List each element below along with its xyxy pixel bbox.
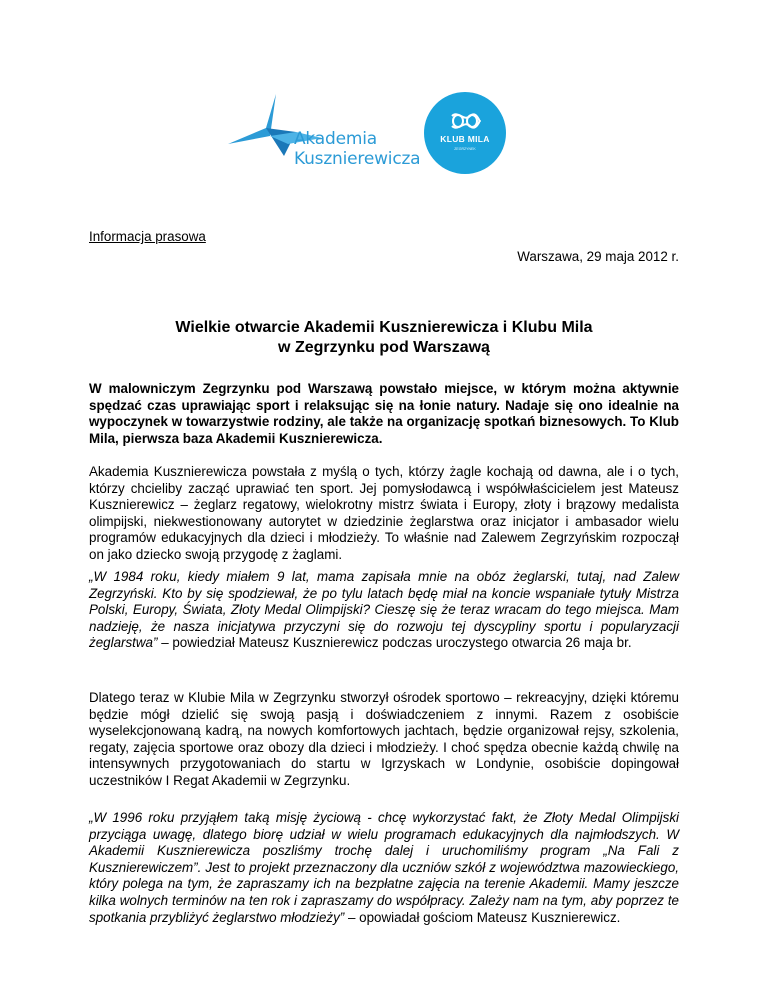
klub-mila-logo-text: KLUB MILA — [440, 134, 490, 144]
title-line1: Wielkie otwarcie Akademii Kusznierewicza i Klubu Mila — [175, 319, 593, 336]
klub-mila-logo-subtext: ZEGRZYNEK — [454, 147, 476, 151]
paragraph-2 — [89, 569, 679, 652]
title-line2: w Zegrzynku pod Warszawą — [278, 338, 490, 356]
paragraph-2-attribution: – powiedział Mateusz Kusznierewicz podczas uroczystego otwarcia 26 maja br. — [157, 635, 632, 651]
akademia-logo-text — [294, 129, 420, 169]
paragraph-1: Akademia Kusznierewicza powstała z myślą o tych, którzy żagle kochają od dawna, ale i o tych, którzy chcieliby zacząć uprawiać ten sport. Jej pomysłodawcą i współwłaścicielem jest Mateusz Kusznierewicz – żeglarz regatowy, wielokrotny mistrz świata i Europy, złoty i brązowy medalista olimpijski, niekwestionowany autorytet w dziedzinie żeglarstwa oraz inicjator i ambasador wielu programów edukacyjnych dla dzieci i młodzieży. To właśnie nad Zalewem Zegrzyńskim rozpoczął on jako dziecko swoją przygodę z żaglami. — [89, 464, 679, 562]
klub-mila-logo — [424, 92, 506, 174]
quote-1996: „W 1996 roku przyjąłem taką misję życiową - chcę wykorzystać fakt, że Złoty Medal Olimpijski przyciąga uwagę, dlatego biorę udział w wielu programach edukacyjnych dla najmłodszych. W Akademii Kusznierewicza poszliśmy trochę dalej i uruchomiliśmy program „Na Fali z Kusznierewiczem”. Jest to projekt przeznaczony dla uczniów szkół z województwa mazowieckiego, który polega na tym, że zapraszamy ich na bezpłatne zajęcia na terenie Akademii. Mamy jeszcze kilka wolnych terminów na ten rok i zapraszamy do współpracy. Zależy nam na tym, aby poprzez te spotkania przybliżyć żeglarstwo młodzieży” — [89, 810, 679, 925]
akademia-logo-line1: Akademia — [294, 129, 377, 149]
page-title — [89, 318, 679, 357]
press-release-label: Informacja prasowa — [89, 229, 206, 244]
knot-icon — [424, 92, 506, 174]
lead-paragraph: W malowniczym Zegrzynku pod Warszawą powstało miejsce, w którym można aktywnie spędzać czas uprawiając sport i relaksując się na łonie natury. Nadaje się ono idealnie na wypoczynek w towarzystwie rodziny, ale także na organizację spotkań biznesowych. To Klub Mila, pierwsza baza Akademii Kusznierewicza. — [89, 381, 679, 446]
document-date: Warszawa, 29 maja 2012 r. — [517, 249, 679, 264]
akademia-logo-line2: Kusznierewicza — [294, 149, 421, 169]
akademia-kusznierewicza-logo — [226, 92, 426, 182]
paragraph-4 — [89, 810, 679, 926]
paragraph-4-attribution: – opowiadał gościom Mateusz Kusznierewicz. — [344, 909, 621, 925]
quote-1984: „W 1984 roku, kiedy miałem 9 lat, mama zapisała mnie na obóz żeglarski, tutaj, nad Zalew Zegrzyński. Kto by się spodziewał, że po tylu latach będę miał na koncie wspaniałe tytuły Mistrza Polski, Europy, Świata, Złoty Medal Olimpijski? Cieszę się że teraz wracam do tego miejsca. Mam nadzieję, że nasza inicjatywa przyczyni się do rozwoju tej dyscypliny sportu i popularyzacji żeglarstwa” — [89, 569, 679, 651]
paragraph-3: Dlatego teraz w Klubie Mila w Zegrzynku stworzył ośrodek sportowo – rekreacyjny, dzięki któremu będzie mógł dzielić się swoją pasją i doświadczeniem z innymi. Razem z osobiście wyselekcjonowaną kadrą, na nowych komfortowych jachtach, będzie organizował rejsy, szkolenia, regaty, zajęcia sportowe oraz obozy dla dzieci i młodzieży. I choć spędza obecnie każdą chwilę na intensywnych przygotowaniach do startu w Igrzyskach w Londynie, osobiście dopingował uczestników I Regat Akademii w Zegrzynku. — [89, 690, 679, 788]
